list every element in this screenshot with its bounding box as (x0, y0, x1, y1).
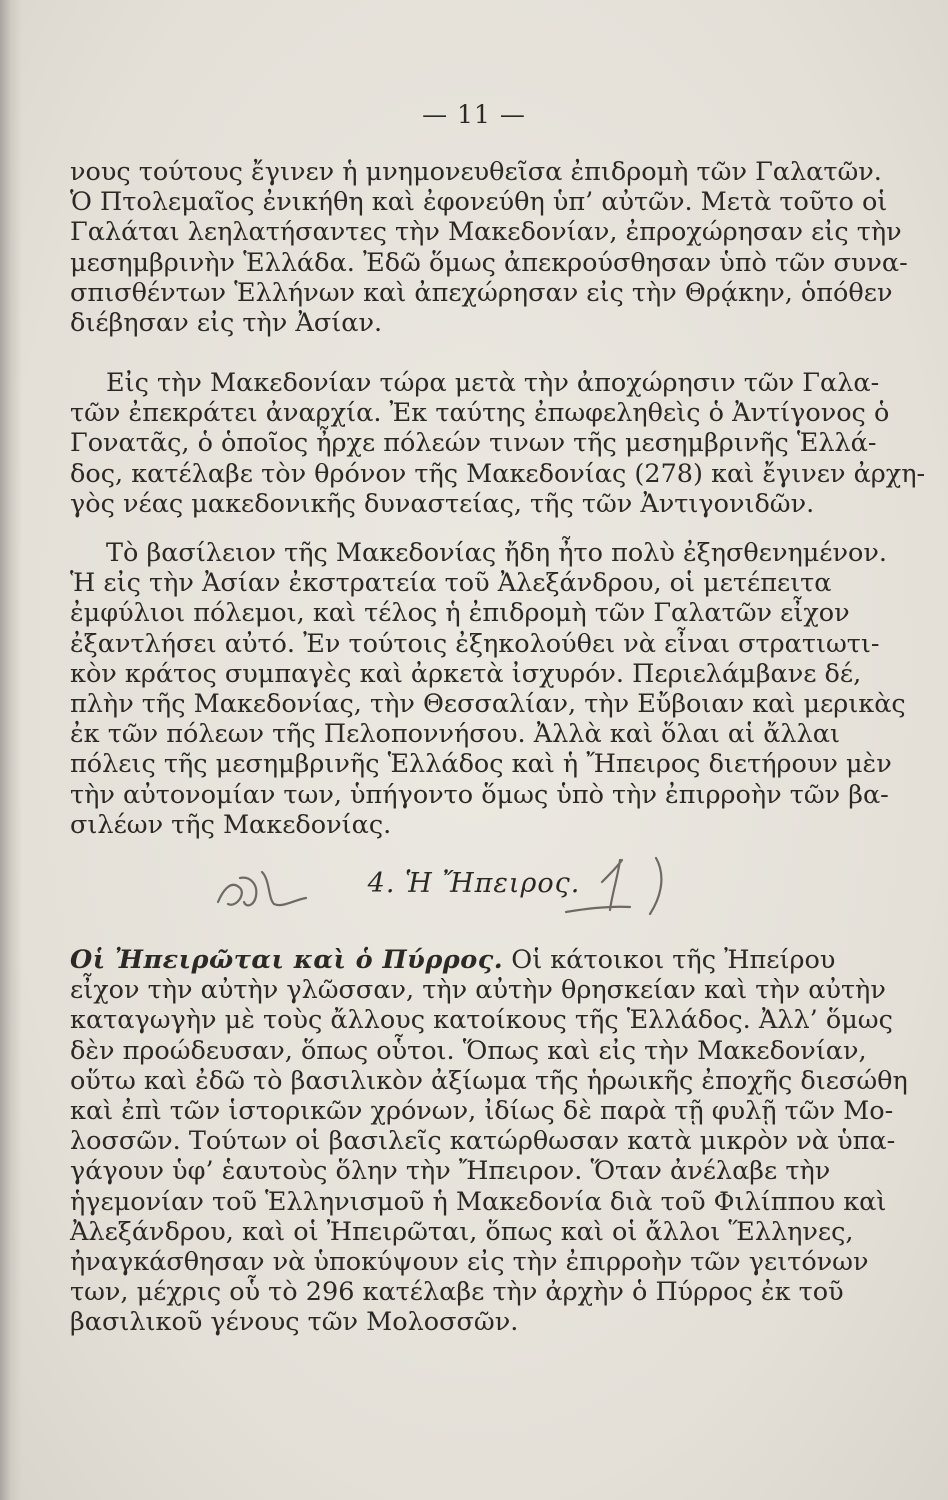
paragraph-3 (70, 538, 906, 840)
text-line: βασιλικοῦ γένους τῶν Μολοσσῶν. (70, 1307, 519, 1338)
section-heading: 4. Ἡ Ἤπειρος. (367, 868, 581, 899)
text-line: μεσημβρινὴν Ἑλλάδα. Ἐδῶ ὅμως ἀπεκρούσθησαν ὑπὸ τῶν συνα- (70, 247, 908, 278)
text-line: δος, κατέλαβε τὸν θρόνον τῆς Μακεδονίας (278) καὶ ἔγινεν ἀρχη- (70, 458, 926, 489)
text-line: τὴν αὐτονομίαν των, ὑπήγοντο ὅμως ὑπὸ τὴν ἐπιρροὴν τῶν βα- (70, 779, 889, 810)
text-line: ἡγεμονίαν τοῦ Ἑλληνισμοῦ ἡ Μακεδονία διὰ τοῦ Φιλίππου καὶ (70, 1186, 887, 1217)
paragraph-4 (70, 945, 908, 1338)
text-line: σπισθέντων Ἑλλήνων καὶ ἀπεχώρησαν εἰς τὴν Θρᾴκην, ὁπόθεν (70, 277, 893, 308)
text-line: των, μέχρις οὗ τὸ 296 κατέλαβε τὴν ἀρχὴν ὁ Πύρρος ἐκ τοῦ (70, 1277, 844, 1308)
text-line: σιλέων τῆς Μακεδονίας. (70, 809, 392, 840)
text-line-rest: Οἱ κάτοικοι τῆς Ἠπείρου (503, 945, 836, 975)
text-line: κὸν κράτος συμπαγὲς καὶ ἀρκετὰ ἰσχυρόν. Περιελάμβανε δέ, (70, 658, 862, 689)
text-line: καὶ ἐπὶ τῶν ἱστορικῶν χρόνων, ἰδίως δὲ παρὰ τῇ φυλῇ τῶν Μο- (70, 1096, 894, 1127)
text-line: ἐξαντλήσει αὐτό. Ἐν τούτοις ἐξηκολούθει νὰ εἶναι στρατιωτι- (70, 628, 880, 659)
text-line: Γαλάται λεηλατήσαντες τὴν Μακεδονίαν, ἐπροχώρησαν εἰς τὴν (70, 217, 902, 248)
text-line: ἠναγκάσθησαν νὰ ὑποκύψουν εἰς τὴν ἐπιρροὴν τῶν γειτόνων (70, 1247, 869, 1278)
section-subhead: Οἱ Ἠπειρῶται καὶ ὁ Πύρρος. (70, 945, 504, 975)
text-line: ἐμφύλιοι πόλεμοι, καὶ τέλος ἡ ἐπιδρομὴ τῶν Γαλατῶν εἶχον (70, 598, 850, 629)
text-line: Ἀλεξάνδρου, καὶ οἱ Ἠπειρῶται, ὅπως καὶ οἱ ἄλλοι Ἕλληνες, (70, 1216, 854, 1247)
page-gutter-shadow (0, 0, 22, 1500)
text-line: οὕτω καὶ ἐδῶ τὸ βασιλικὸν ἀξίωμα τῆς ἡρωικῆς ἐποχῆς διεσώθη (70, 1065, 908, 1096)
text-line: Εἰς τὴν Μακεδονίαν τώρα μετὰ τὴν ἀποχώρησιν τῶν Γαλα- (106, 368, 880, 398)
text-line: Ἡ εἰς τὴν Ἀσίαν ἐκστρατεία τοῦ Ἀλεξάνδρου, οἱ μετέπειτα (70, 568, 832, 599)
text-line: πλὴν τῆς Μακεδονίας, τὴν Θεσσαλίαν, τὴν Εὔβοιαν καὶ μερικὰς (70, 689, 906, 720)
text-line: ἐκ τῶν πόλεων τῆς Πελοποννήσου. Ἀλλὰ καὶ ὅλαι αἱ ἄλλαι (70, 719, 840, 750)
text-line: καταγωγὴν μὲ τοὺς ἄλλους κατοίκους τῆς Ἑλλάδος. Ἀλλ’ ὅμως (70, 1005, 893, 1036)
page-number: — 11 — (422, 100, 526, 129)
text-line: νους τούτους ἔγινεν ἡ μνημονευθεῖσα ἐπιδρομὴ τῶν Γαλατῶν. (70, 157, 882, 187)
paragraph-2 (70, 368, 926, 519)
text-line: δὲν προώδευσαν, ὅπως οὗτοι. Ὅπως καὶ εἰς τὴν Μακεδονίαν, (70, 1035, 867, 1066)
text-line: Ὁ Πτολεμαῖος ἐνικήθη καὶ ἐφονεύθη ὑπ’ αὐτῶν. Μετὰ τοῦτο οἱ (70, 187, 888, 218)
text-line: γὸς νέας μακεδονικῆς δυναστείας, τῆς τῶν Ἀντιγονιδῶν. (70, 488, 815, 519)
text-line: πόλεις τῆς μεσημβρινῆς Ἑλλάδος καὶ ἡ Ἤπειρος διετήρουν μὲν (70, 749, 892, 780)
text-line: τῶν ἐπεκράτει ἀναρχία. Ἐκ ταύτης ἐπωφεληθεὶς ὁ Ἀντίγονος ὁ (70, 398, 890, 429)
text-line: γάγουν ὑφ’ ἑαυτοὺς ὅλην τὴν Ἤπειρον. Ὅταν ἀνέλαβε τὴν (70, 1156, 831, 1187)
text-line: Γονατᾶς, ὁ ὁποῖος ἦρχε πόλεών τινων τῆς μεσημβρινῆς Ἑλλά- (70, 428, 877, 459)
text-line: εἶχον τὴν αὐτὴν γλῶσσαν, τὴν αὐτὴν θρησκείαν καὶ τὴν αὐτὴν (70, 975, 886, 1006)
text-line: λοσσῶν. Τούτων οἱ βασιλεῖς κατώρθωσαν κατὰ μικρὸν νὰ ὑπα- (70, 1126, 896, 1157)
text-line: Τὸ βασίλειον τῆς Μακεδονίας ἤδη ἦτο πολὺ ἐξησθενημένον. (106, 538, 887, 568)
text-line (70, 945, 836, 975)
text-line: διέβησαν εἰς τὴν Ἀσίαν. (70, 308, 383, 339)
paragraph-1 (70, 157, 908, 339)
